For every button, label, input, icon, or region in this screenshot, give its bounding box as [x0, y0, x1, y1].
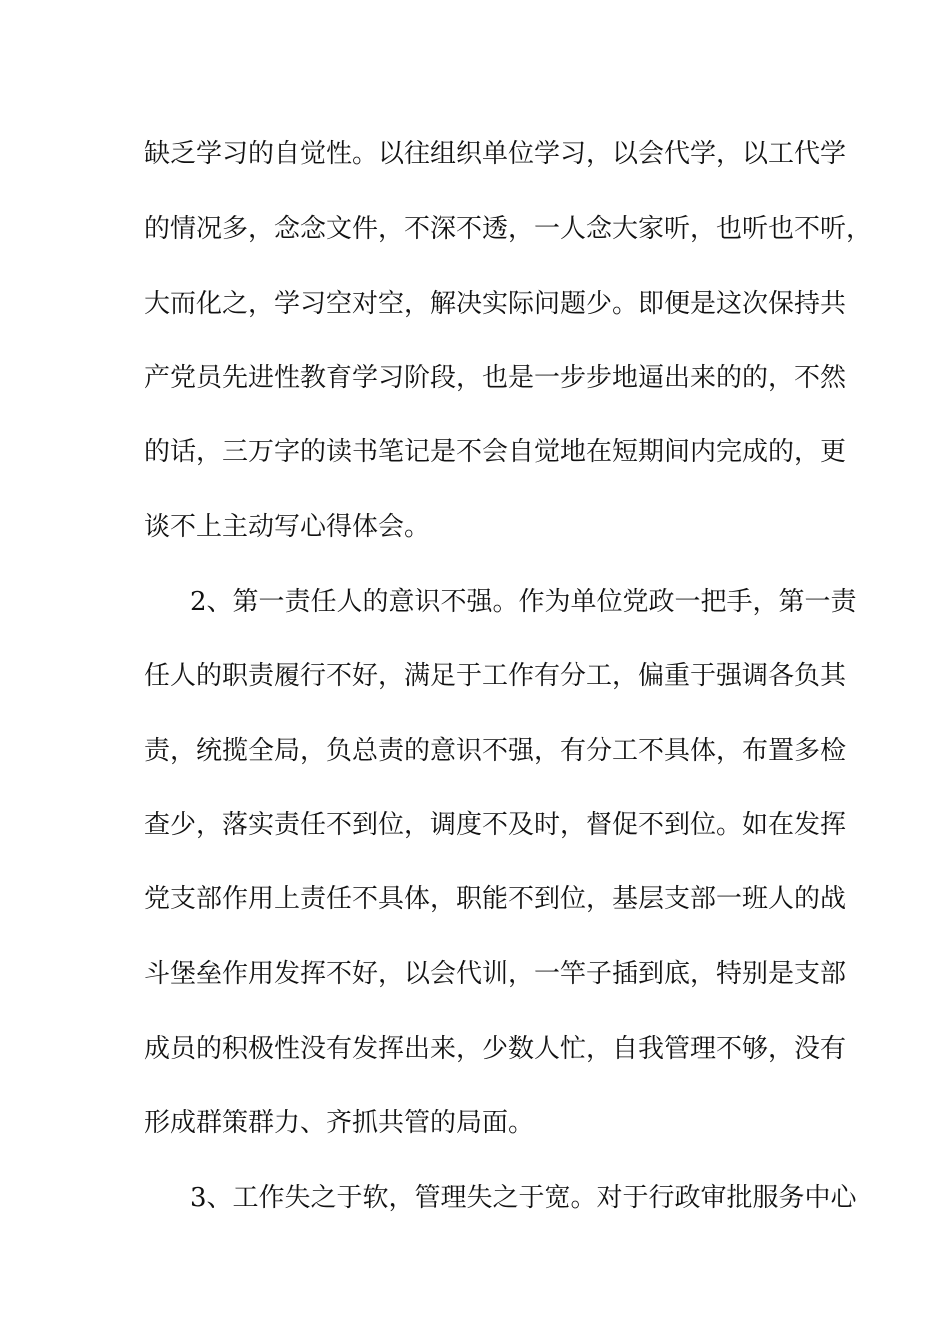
text-line-4: 产党员先进性教育学习阶段，也是一步步地逼出来的的，不然 [144, 363, 847, 393]
text-line-9: 责，统揽全局，负总责的意识不强，有分工不具体，布置多检 [144, 736, 847, 766]
text-line-2: 的情况多，念念文件，不深不透，一人念大家听，也听也不听， [144, 214, 873, 244]
text-line-13: 成员的积极性没有发挥出来，少数人忙，自我管理不够，没有 [144, 1034, 847, 1064]
text-line-12: 斗堡垒作用发挥不好，以会代训，一竿子插到底，特别是支部 [144, 959, 847, 989]
text-line-7: 2、第一责任人的意识不强。作为单位党政一把手，第一责 [190, 587, 857, 617]
text-line-14: 形成群策群力、齐抓共管的局面。 [144, 1108, 535, 1138]
text-line-5: 的话，三万字的读书笔记是不会自觉地在短期间内完成的，更 [144, 437, 847, 467]
text-line-6: 谈不上主动写心得体会。 [144, 512, 431, 542]
text-line-15: 3、工作失之于软，管理失之于宽。对于行政审批服务中心 [190, 1183, 857, 1213]
text-line-3: 大而化之，学习空对空，解决实际问题少。即便是这次保持共 [144, 289, 847, 319]
text-line-10: 查少，落实责任不到位，调度不及时，督促不到位。如在发挥 [144, 810, 847, 840]
text-line-8: 任人的职责履行不好，满足于工作有分工，偏重于强调各负其 [144, 661, 847, 691]
text-line-1: 缺乏学习的自觉性。以往组织单位学习，以会代学，以工代学 [144, 139, 847, 169]
text-line-11: 党支部作用上责任不具体，职能不到位，基层支部一班人的战 [144, 884, 847, 914]
